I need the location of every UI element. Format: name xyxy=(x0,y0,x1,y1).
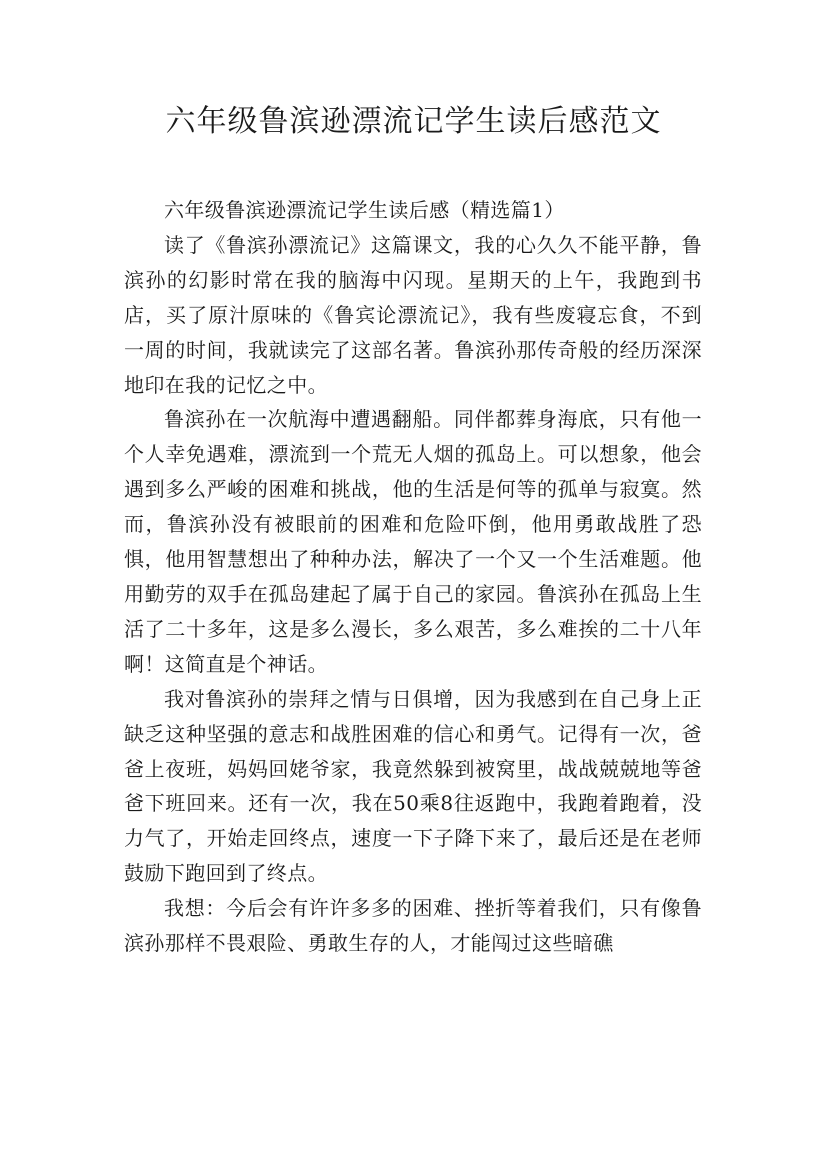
document-body xyxy=(124,193,702,961)
paragraph-3: 我对鲁滨孙的崇拜之情与日俱增，因为我感到在自己身上正缺乏这种坚强的意志和战胜困难的信心和勇气。记得有一次，爸爸上夜班，妈妈回姥爷家，我竟然躲到被窝里，战战兢兢地等爸爸下班回来。还有一次，我在50乘8往返跑中，我跑着跑着，没力气了，开始走回终点，速度一下子降下来了，最后还是在老师鼓励下跑回到了终点。 xyxy=(124,686,702,886)
paragraph-1: 读了《鲁滨孙漂流记》这篇课文，我的心久久不能平静，鲁滨孙的幻影时常在我的脑海中闪现。星期天的上午，我跑到书店，买了原汁原味的《鲁宾论漂流记》，我有些废寝忘食，不到一周的时间，我就读完了这部名著。鲁滨孙那传奇般的经历深深地印在我的记忆之中。 xyxy=(124,232,702,397)
paragraph-2: 鲁滨孙在一次航海中遭遇翻船。同伴都葬身海底，只有他一个人幸免遇难，漂流到一个荒无人烟的孤岛上。可以想象，他会遇到多么严峻的困难和挑战，他的生活是何等的孤单与寂寞。然而，鲁滨孙没有被眼前的困难和危险吓倒，他用勇敢战胜了恐惧，他用智慧想出了种种办法，解决了一个又一个生活难题。他用勤劳的双手在孤岛建起了属于自己的家园。鲁滨孙在孤岛上生活了二十多年，这是多么漫长，多么艰苦，多么难挨的二十八年啊！这简直是个神话。 xyxy=(124,407,702,676)
section-heading: 六年级鲁滨逊漂流记学生读后感（精选篇1） xyxy=(164,198,565,222)
document-title: 六年级鲁滨逊漂流记学生读后感范文 xyxy=(165,104,662,139)
paragraph-4: 我想：今后会有许许多多的困难、挫折等着我们，只有像鲁滨孙那样不畏艰险、勇敢生存的人，才能闯过这些暗礁 xyxy=(124,896,702,956)
